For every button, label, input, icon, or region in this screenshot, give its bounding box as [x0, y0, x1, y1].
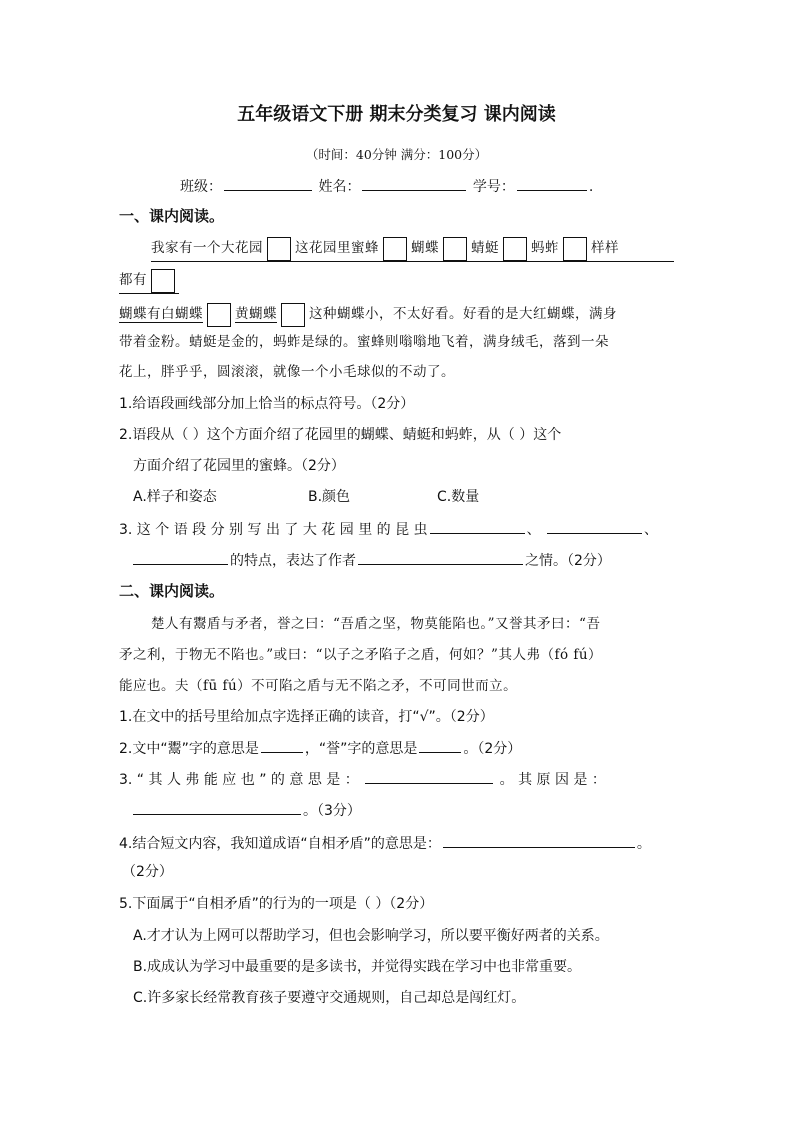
answer-blank[interactable] [443, 833, 635, 848]
s2-question-4-line-1: 4.结合短文内容，我知道成语“自相矛盾”的意思是： 。 [119, 833, 651, 854]
s2-question-2: 2.文中“鬻”字的意思是 ，“誉”字的意思是 。（2分） [119, 738, 521, 759]
student-info-line: 班级： 姓名： 学号： . [180, 176, 593, 197]
s2-question-4-line-2: （2分） [122, 864, 173, 880]
section-2-heading: 二、课内阅读。 [119, 582, 225, 600]
answer-blank[interactable] [430, 519, 525, 534]
punctuation-box-1[interactable] [267, 237, 291, 261]
class-label: 班级： [180, 179, 222, 195]
class-blank[interactable] [224, 176, 312, 191]
punctuation-box-5[interactable] [563, 237, 587, 261]
answer-blank[interactable] [365, 769, 493, 784]
s2-question-1: 1.在文中的括号里给加点字选择正确的读音，打“√”。（2分） [119, 709, 494, 725]
page-title: 五年级语文下册 期末分类复习 课内阅读 [237, 104, 556, 125]
punctuation-box-3[interactable] [443, 237, 467, 261]
passage-line-5: 花上，胖乎乎，圆滚滚，就像一个小毛球似的不动了。 [119, 364, 455, 380]
s2-q5-option-a[interactable]: A.才才认为上网可以帮助学习，但也会影响学习，所以要平衡好两者的关系。 [133, 928, 609, 944]
s1-question-3-line-1: 3. 这 个 语 段 分 别 写 出 了 大 花 园 里 的 昆 虫 、 、 [119, 519, 658, 540]
answer-blank[interactable] [133, 550, 228, 565]
punctuation-box-2[interactable] [383, 237, 407, 261]
id-label: 学号： [472, 179, 515, 195]
exam-subtitle: （时间：40分钟 满分：100分） [305, 147, 488, 162]
s1-q2-option-a[interactable]: A.样子和姿态 [133, 489, 217, 505]
s1-question-2-line-2: 方面介绍了花园里的蜜蜂。（2分） [133, 458, 345, 474]
punctuation-box-8[interactable] [281, 303, 305, 327]
answer-blank[interactable] [133, 800, 301, 815]
punctuation-box-6[interactable] [151, 269, 175, 293]
punctuation-box-7[interactable] [207, 303, 231, 327]
s2-question-5: 5.下面属于“自相矛盾”的行为的一项是（ ）（2分） [119, 896, 434, 912]
classical-passage-line-2: 矛之利，于物无不陷也。”或曰：“以子之矛陷子之盾，何如？”其人弗（fó fú） [119, 647, 603, 663]
name-blank[interactable] [362, 176, 466, 191]
s1-question-1: 1.给语段画线部分加上恰当的标点符号。（2分） [119, 396, 415, 412]
name-label: 姓名： [318, 179, 361, 195]
s1-question-2-line-1: 2.语段从（ ）这个方面介绍了花园里的蝴蝶、蜻蜓和蚂蚱，从（ ）这个 [119, 427, 562, 443]
punctuation-box-4[interactable] [503, 237, 527, 261]
s2-question-3-line-1: 3. “ 其 人 弗 能 应 也 ” 的 意 思 是 ： 。 其 原 因 是 ： [119, 769, 606, 790]
underlined-passage-line-2: 都有 [119, 268, 179, 294]
underlined-passage-line-1: 我家有一个大花园 这花园里蜜蜂 蝴蝶 蜻蜓 蚂蚱 样样 [151, 236, 674, 262]
s2-q5-option-b[interactable]: B.成成认为学习中最重要的是多读书，并觉得实践在学习中也非常重要。 [133, 959, 582, 975]
s1-q2-option-b[interactable]: B.颜色 [308, 489, 351, 505]
passage-line-4: 带着金粉。蜻蜓是金的，蚂蚱是绿的。蜜蜂则嗡嗡地飞着，满身绒毛，落到一朵 [119, 334, 609, 350]
s2-question-3-line-2: 。（3分） [133, 800, 361, 821]
answer-blank[interactable] [261, 738, 303, 753]
s1-question-3-line-2: 的特点，表达了作者 之情。（2分） [133, 550, 611, 571]
answer-blank[interactable] [547, 519, 642, 534]
passage-line-3: 蝴蝶有白蝴蝶 黄蝴蝶 这种蝴蝶小，不太好看。好看的是大红蝴蝶，满身 [119, 302, 617, 327]
answer-blank[interactable] [358, 550, 523, 565]
s1-q2-option-c[interactable]: C.数量 [437, 489, 480, 505]
section-1-heading: 一、课内阅读。 [119, 207, 225, 225]
classical-passage-line-3: 能应也。夫（fū fú）不可陷之盾与无不陷之矛，不可同世而立。 [119, 678, 518, 694]
answer-blank[interactable] [419, 738, 461, 753]
classical-passage-line-1: 楚人有鬻盾与矛者，誉之曰：“吾盾之坚，物莫能陷也。”又誉其矛曰：“吾 [151, 616, 601, 632]
s2-q5-option-c[interactable]: C.许多家长经常教育孩子要遵守交通规则，自己却总是闯红灯。 [133, 990, 526, 1006]
id-blank[interactable] [517, 176, 587, 191]
